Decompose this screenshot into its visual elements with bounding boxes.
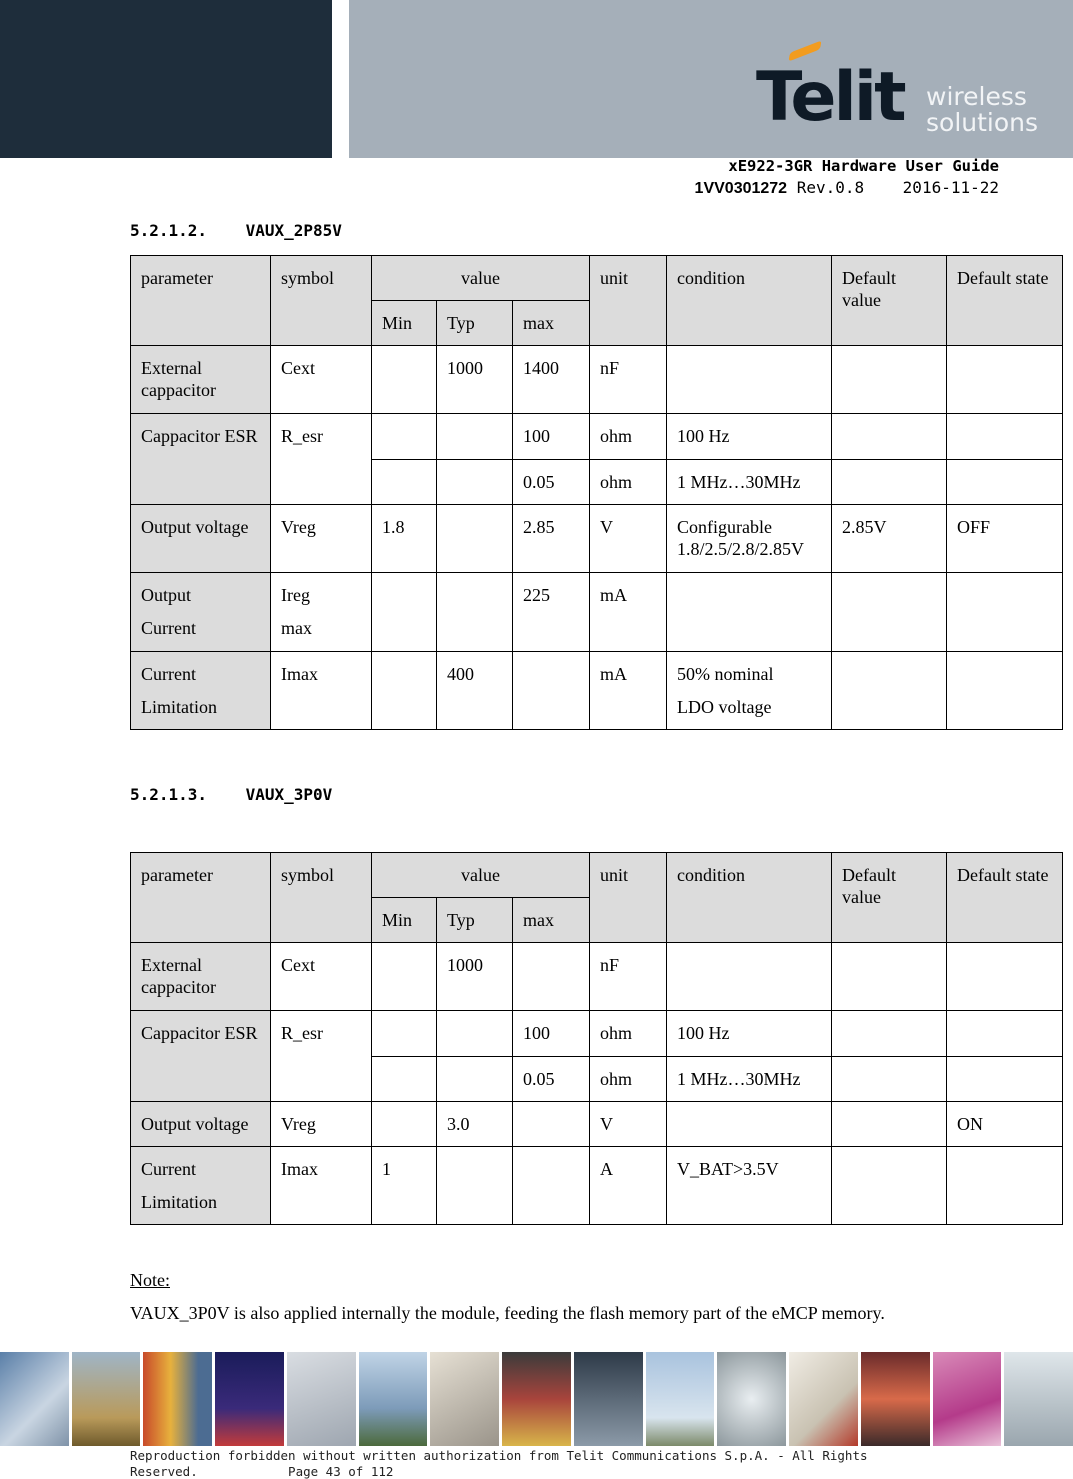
cell-typ: 1000 xyxy=(437,943,513,1011)
cell-symbol xyxy=(271,573,372,652)
cell-unit: ohm xyxy=(590,1011,667,1057)
photo-highway-image xyxy=(0,1352,69,1446)
cell-min xyxy=(372,652,437,730)
footer-photo-strip xyxy=(0,1352,1073,1446)
photo-display-board-image xyxy=(215,1352,284,1446)
cell-condition xyxy=(667,652,832,730)
cell-parameter-line-2: Limitation xyxy=(141,697,217,717)
cell-symbol: Cext xyxy=(271,943,372,1011)
cell-symbol: Vreg xyxy=(271,505,372,573)
cell-unit: ohm xyxy=(590,414,667,460)
table-header-row xyxy=(131,853,1063,898)
header-condition: condition xyxy=(667,853,832,943)
photo-printing-image xyxy=(933,1352,1002,1446)
telit-logo xyxy=(752,44,1052,144)
cell-parameter-line-1: Output xyxy=(141,585,192,605)
table-row xyxy=(131,1011,1063,1057)
cell-parameter: Output voltage xyxy=(131,1102,271,1147)
cell-max xyxy=(513,1102,590,1147)
cell-max: 100 xyxy=(513,414,590,460)
cell-typ xyxy=(437,1147,513,1225)
photo-vending-machine-image xyxy=(502,1352,571,1446)
photo-cyclist-image xyxy=(359,1352,428,1446)
cell-symbol: Cext xyxy=(271,346,372,414)
header-value: value xyxy=(372,256,590,301)
cell-parameter xyxy=(131,573,271,652)
cell-default-state xyxy=(947,1011,1063,1057)
photo-containers-image xyxy=(143,1352,212,1446)
cell-typ xyxy=(437,573,513,652)
header-min: Min xyxy=(372,301,437,346)
cell-default-value xyxy=(832,346,947,414)
section-number: 5.2.1.2. xyxy=(130,221,208,240)
cell-min xyxy=(372,460,437,505)
header-default-state: Default state xyxy=(947,256,1063,346)
cell-min xyxy=(372,414,437,460)
section-heading xyxy=(130,785,332,804)
doc-title: xE922-3GR Hardware User Guide xyxy=(728,157,999,175)
cell-default-value xyxy=(832,1057,947,1102)
cell-condition xyxy=(667,1102,832,1147)
cell-condition xyxy=(667,573,832,652)
cell-min xyxy=(372,1057,437,1102)
cell-condition xyxy=(667,346,832,414)
photo-train-image xyxy=(861,1352,930,1446)
cell-parameter: External cappacitor xyxy=(131,943,271,1011)
cell-default-state xyxy=(947,1147,1063,1225)
cell-typ: 400 xyxy=(437,652,513,730)
page-number: Page 43 of 112 xyxy=(288,1463,394,1479)
cell-symbol: Imax xyxy=(271,1147,372,1225)
cell-typ: 1000 xyxy=(437,346,513,414)
cell-typ xyxy=(437,460,513,505)
table-row xyxy=(131,505,1063,573)
cell-parameter xyxy=(131,1147,271,1225)
cell-max: 2.85 xyxy=(513,505,590,573)
cell-condition: 1 MHz…30MHz xyxy=(667,460,832,505)
header-max: max xyxy=(513,301,590,346)
header-unit: unit xyxy=(590,256,667,346)
cell-condition: Configurable 1.8/2.5/2.8/2.85V xyxy=(667,505,832,573)
header-symbol: symbol xyxy=(271,853,372,943)
cell-symbol: Imax xyxy=(271,652,372,730)
cell-max xyxy=(513,652,590,730)
spec-table-vaux-2p85v xyxy=(130,255,1063,730)
header-default-state: Default state xyxy=(947,853,1063,943)
doc-reference xyxy=(695,178,999,198)
cell-typ: 3.0 xyxy=(437,1102,513,1147)
photo-keyboard-image xyxy=(287,1352,356,1446)
table-row xyxy=(131,573,1063,652)
section-title: VAUX_2P85V xyxy=(245,221,342,240)
photo-camera-image xyxy=(1004,1352,1073,1446)
photo-interior-image xyxy=(789,1352,858,1446)
header-typ: Typ xyxy=(437,301,513,346)
logo-wordmark: Telit xyxy=(756,58,904,137)
header-min: Min xyxy=(372,898,437,943)
cell-max: 225 xyxy=(513,573,590,652)
header-value: value xyxy=(372,853,590,898)
cell-min xyxy=(372,346,437,414)
cell-unit: mA xyxy=(590,573,667,652)
table-row xyxy=(131,1102,1063,1147)
footer-copyright xyxy=(130,1448,868,1479)
cell-default-value xyxy=(832,652,947,730)
cell-symbol-line-2: max xyxy=(281,618,312,638)
cell-min xyxy=(372,573,437,652)
cell-unit: nF xyxy=(590,346,667,414)
cell-symbol: R_esr xyxy=(271,1011,372,1102)
table-header-row xyxy=(131,256,1063,301)
cell-default-state: OFF xyxy=(947,505,1063,573)
cell-default-value xyxy=(832,414,947,460)
logo-tagline-2: solutions xyxy=(926,108,1039,137)
header-parameter: parameter xyxy=(131,256,271,346)
section-heading xyxy=(130,221,342,240)
cell-typ xyxy=(437,505,513,573)
cell-typ xyxy=(437,1057,513,1102)
section-title: VAUX_3P0V xyxy=(245,785,333,804)
cell-parameter xyxy=(131,652,271,730)
table-row xyxy=(131,346,1063,414)
cell-default-value xyxy=(832,1102,947,1147)
cell-parameter: Output voltage xyxy=(131,505,271,573)
cell-symbol-line-1: Ireg xyxy=(281,585,310,605)
header-typ: Typ xyxy=(437,898,513,943)
cell-default-value xyxy=(832,1147,947,1225)
cell-default-state xyxy=(947,414,1063,460)
cell-default-state xyxy=(947,943,1063,1011)
header-default-value: Default value xyxy=(832,853,947,943)
cell-default-state xyxy=(947,346,1063,414)
cell-min xyxy=(372,1011,437,1057)
cell-unit: ohm xyxy=(590,460,667,505)
section-number: 5.2.1.3. xyxy=(130,785,208,804)
cell-min xyxy=(372,1102,437,1147)
cell-parameter: Cappacitor ESR xyxy=(131,414,271,505)
cell-parameter: External cappacitor xyxy=(131,346,271,414)
photo-parking-meter-image xyxy=(72,1352,141,1446)
cell-default-value xyxy=(832,1011,947,1057)
cell-max: 0.05 xyxy=(513,460,590,505)
header-max: max xyxy=(513,898,590,943)
cell-parameter-line-1: Current xyxy=(141,1159,196,1179)
logo-tagline-1: wireless xyxy=(926,82,1027,111)
photo-meter-image xyxy=(717,1352,786,1446)
table-row xyxy=(131,943,1063,1011)
cell-default-state: ON xyxy=(947,1102,1063,1147)
cell-max: 100 xyxy=(513,1011,590,1057)
cell-default-state xyxy=(947,652,1063,730)
photo-wind-turbines-image xyxy=(646,1352,715,1446)
cell-max: 1400 xyxy=(513,346,590,414)
cell-max xyxy=(513,943,590,1011)
cell-parameter-line-2: Current xyxy=(141,618,196,638)
cell-parameter-line-2: Limitation xyxy=(141,1192,217,1212)
cell-default-value xyxy=(832,943,947,1011)
note-label: Note: xyxy=(130,1270,170,1290)
cell-max xyxy=(513,1147,590,1225)
cell-unit: ohm xyxy=(590,1057,667,1102)
cell-condition: V_BAT>3.5V xyxy=(667,1147,832,1225)
note-text: VAUX_3P0V is also applied internally the module, feeding the flash memory part of the eMCP memory. xyxy=(130,1303,885,1323)
doc-code: 1VV0301272 xyxy=(694,180,788,197)
cell-default-state xyxy=(947,573,1063,652)
cell-condition xyxy=(667,943,832,1011)
doc-revision-date: Rev.0.8 2016-11-22 xyxy=(787,178,999,197)
photo-card-reader-image xyxy=(430,1352,499,1446)
cell-condition: 1 MHz…30MHz xyxy=(667,1057,832,1102)
cell-typ xyxy=(437,1011,513,1057)
cell-typ xyxy=(437,414,513,460)
table-row xyxy=(131,652,1063,730)
cell-condition-line-2: LDO voltage xyxy=(677,697,772,717)
cell-max: 0.05 xyxy=(513,1057,590,1102)
header-condition: condition xyxy=(667,256,832,346)
table-row xyxy=(131,414,1063,460)
spec-table-vaux-3p0v xyxy=(130,852,1063,1225)
cell-default-value: 2.85V xyxy=(832,505,947,573)
cell-condition: 100 Hz xyxy=(667,1011,832,1057)
cell-unit: V xyxy=(590,505,667,573)
footer-line-1: Reproduction forbidden without written authorization from Telit Communications S.p.A. - All Rights xyxy=(130,1448,868,1463)
cell-default-state xyxy=(947,1057,1063,1102)
cell-unit: mA xyxy=(590,652,667,730)
table-row xyxy=(131,1147,1063,1225)
cell-default-value xyxy=(832,460,947,505)
cell-unit: nF xyxy=(590,943,667,1011)
cell-condition: 100 Hz xyxy=(667,414,832,460)
cell-symbol: R_esr xyxy=(271,414,372,505)
cell-unit: V xyxy=(590,1102,667,1147)
cell-unit: A xyxy=(590,1147,667,1225)
footer-line-2: Reserved. xyxy=(130,1463,198,1479)
photo-panel-image xyxy=(574,1352,643,1446)
cell-min: 1 xyxy=(372,1147,437,1225)
header-parameter: parameter xyxy=(131,853,271,943)
header-dark-block xyxy=(0,0,332,158)
cell-default-value xyxy=(832,573,947,652)
header-default-value: Default value xyxy=(832,256,947,346)
cell-symbol: Vreg xyxy=(271,1102,372,1147)
header-symbol: symbol xyxy=(271,256,372,346)
cell-min xyxy=(372,943,437,1011)
cell-parameter-line-1: Current xyxy=(141,664,196,684)
cell-condition-line-1: 50% nominal xyxy=(677,664,774,684)
header-unit: unit xyxy=(590,853,667,943)
cell-min: 1.8 xyxy=(372,505,437,573)
cell-default-state xyxy=(947,460,1063,505)
cell-parameter: Cappacitor ESR xyxy=(131,1011,271,1102)
